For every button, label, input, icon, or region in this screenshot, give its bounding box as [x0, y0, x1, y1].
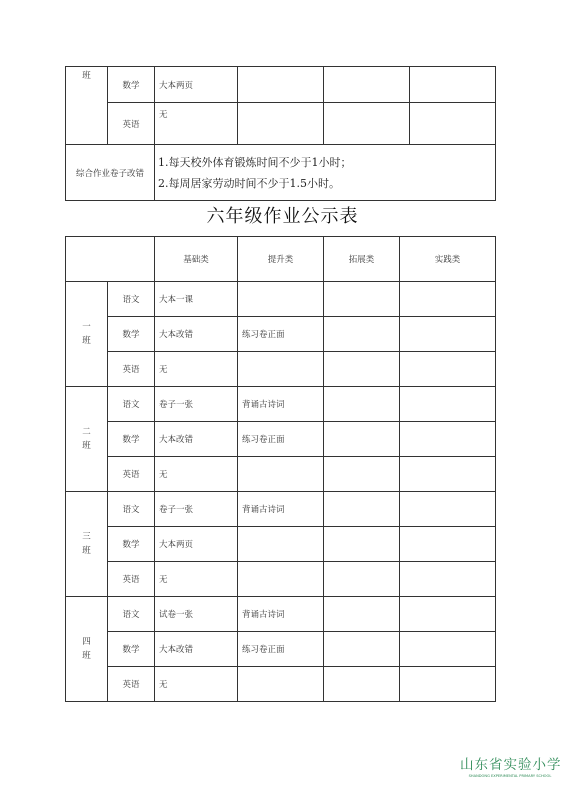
subject-cell: 英语: [108, 667, 155, 702]
table-row: [66, 667, 496, 702]
practice-cell: [410, 67, 496, 103]
school-logo-name: 山东省实验小学: [460, 757, 562, 773]
improve-cell: [238, 282, 324, 317]
extend-cell: [324, 67, 410, 103]
class-name-line: 三: [82, 532, 91, 542]
class-name-line: 一: [82, 322, 91, 332]
subject-cell: 数学: [108, 422, 155, 457]
basic-cell: 大本两页: [155, 67, 238, 103]
class-name-line: 班: [82, 336, 91, 346]
subject-cell: 英语: [108, 103, 155, 145]
improve-cell: 练习卷正面: [238, 422, 324, 457]
basic-cell: 卷子一张: [155, 387, 238, 422]
class-name-cell: [66, 597, 108, 702]
improve-cell: 背诵古诗词: [238, 492, 324, 527]
basic-cell: 大本改错: [155, 422, 238, 457]
school-logo-english: SHANDONG EXPERIMENTAL PRIMARY SCHOOL: [468, 774, 552, 778]
subject-cell: 语文: [108, 282, 155, 317]
extend-cell: [324, 387, 400, 422]
extend-cell: [324, 492, 400, 527]
extend-cell: [324, 562, 400, 597]
practice-cell: [400, 317, 496, 352]
subject-cell: 语文: [108, 597, 155, 632]
extend-cell: [324, 667, 400, 702]
practice-cell: [400, 352, 496, 387]
table-row: [66, 527, 496, 562]
practice-cell: [400, 282, 496, 317]
extend-cell: [324, 422, 400, 457]
improve-cell: 练习卷正面: [238, 317, 324, 352]
grade6-homework-table: [65, 236, 496, 702]
comprehensive-label: 综合作业卷子改错: [66, 145, 155, 201]
table-row: [66, 597, 496, 632]
basic-cell: 卷子一张: [155, 492, 238, 527]
improve-cell: 背诵古诗词: [238, 387, 324, 422]
note-line-1: 1.每天校外体育锻炼时间不少于1小时；: [158, 155, 352, 169]
basic-cell: 试卷一张: [155, 597, 238, 632]
table-row: [66, 422, 496, 457]
practice-cell: [400, 422, 496, 457]
basic-cell: 大本改错: [155, 632, 238, 667]
header-corner: [66, 237, 155, 282]
class-name-line: 班: [82, 651, 91, 661]
improve-cell: [238, 103, 324, 145]
class-name-line: 二: [82, 427, 91, 437]
table-row: [66, 352, 496, 387]
extend-cell: [324, 282, 400, 317]
header-basic: 基础类: [155, 237, 238, 282]
class-name-line: 班: [82, 546, 91, 556]
note-line-2: 2.每周居家劳动时间不少于1.5小时。: [158, 176, 340, 190]
practice-cell: [400, 597, 496, 632]
table-row: [66, 317, 496, 352]
improve-cell: [238, 527, 324, 562]
basic-cell: 无: [155, 457, 238, 492]
improve-cell: 背诵古诗词: [238, 597, 324, 632]
class-name-line: 四: [82, 637, 91, 647]
subject-cell: 语文: [108, 492, 155, 527]
extend-cell: [324, 352, 400, 387]
extend-cell: [324, 632, 400, 667]
improve-cell: [238, 667, 324, 702]
extend-cell: [324, 457, 400, 492]
subject-cell: 英语: [108, 352, 155, 387]
previous-grade-table-continued: [65, 66, 496, 201]
practice-cell: [400, 527, 496, 562]
subject-cell: 数学: [108, 317, 155, 352]
basic-cell: 无: [155, 562, 238, 597]
school-logo: [460, 756, 560, 794]
table-row: [66, 492, 496, 527]
class-name-cell: [66, 492, 108, 597]
table-row: [66, 387, 496, 422]
extend-cell: [324, 597, 400, 632]
table-row: [66, 562, 496, 597]
header-row: [66, 237, 496, 282]
practice-cell: [400, 387, 496, 422]
subject-cell: 数学: [108, 632, 155, 667]
practice-cell: [410, 103, 496, 145]
header-improve: 提升类: [238, 237, 324, 282]
practice-cell: [400, 492, 496, 527]
subject-cell: 英语: [108, 457, 155, 492]
subject-cell: 语文: [108, 387, 155, 422]
class-name-cell: [66, 282, 108, 387]
class-name-cell: [66, 387, 108, 492]
notes-cell: [155, 145, 496, 201]
practice-cell: [400, 562, 496, 597]
practice-cell: [400, 457, 496, 492]
improve-cell: [238, 562, 324, 597]
table-row: [66, 632, 496, 667]
improve-cell: 练习卷正面: [238, 632, 324, 667]
improve-cell: [238, 67, 324, 103]
improve-cell: [238, 457, 324, 492]
basic-cell: 大本一课: [155, 282, 238, 317]
table-row: [66, 282, 496, 317]
extend-cell: [324, 103, 410, 145]
practice-cell: [400, 632, 496, 667]
basic-cell: 大本两页: [155, 527, 238, 562]
header-practice: 实践类: [400, 237, 496, 282]
table-row: [66, 457, 496, 492]
basic-cell: 无: [155, 352, 238, 387]
subject-cell: 英语: [108, 562, 155, 597]
class-name-cell: [66, 67, 108, 145]
basic-cell: 无: [155, 667, 238, 702]
basic-cell: 无: [155, 103, 238, 145]
page-title: 六年级作业公示表: [206, 206, 359, 227]
subject-cell: 数学: [108, 67, 155, 103]
practice-cell: [400, 667, 496, 702]
class-name-line: 班: [82, 441, 91, 451]
class-name-fragment: 班: [82, 71, 91, 81]
extend-cell: [324, 317, 400, 352]
basic-cell: 大本改错: [155, 317, 238, 352]
subject-cell: 数学: [108, 527, 155, 562]
extend-cell: [324, 527, 400, 562]
header-extend: 拓展类: [324, 237, 400, 282]
improve-cell: [238, 352, 324, 387]
